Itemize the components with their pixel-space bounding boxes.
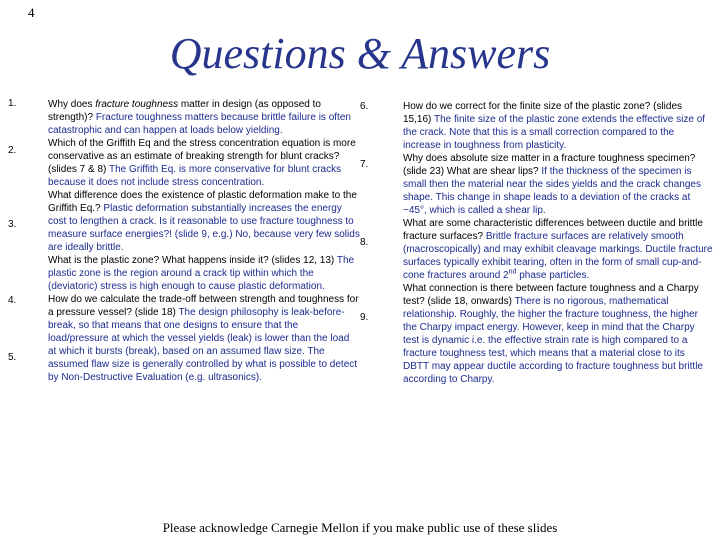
slide-number: 4	[28, 5, 35, 20]
question-text: How do we correct for the finite size of the plastic zone? (slides 15,16)	[403, 101, 683, 125]
answer-text: Fracture toughness matters because brittle failure is often catastrophic and can happen at loads below yielding.	[48, 112, 351, 136]
answer-text-part: Brittle fracture surfaces are relatively smooth (macroscopically) and may exhibit cleavage markings. Ductile fracture surfaces typically exhibit tearing, often in the form of small cup-and-cone fractures around 2	[403, 231, 713, 281]
qa-item-6	[403, 100, 713, 152]
item-number: 9.	[360, 312, 369, 323]
qa-item-1	[48, 98, 360, 137]
qa-item-3	[48, 189, 360, 254]
question-text: Which of the Griffith Eq and the stress concentration equation is more conservative as an estimate of breaking strength for blunt cracks? (slides 7 & 8)	[48, 138, 356, 175]
answer-text: The plastic zone is the region around a crack tip within which the (deviatoric) stress is high enough to cause plastic deformation.	[48, 255, 355, 292]
question-text: What difference does the existence of plastic deformation make to the Griffith Eq.?	[48, 190, 357, 214]
question-text: Why does absolute size matter in a fracture toughness specimen? (slide 23) What are shear lips?	[403, 153, 696, 177]
answer-text: The finite size of the plastic zone extends the effective size of the crack. Note that this is a small correction compared to the increase in toughness from plasticity.	[403, 114, 706, 151]
qa-item-7	[403, 152, 713, 217]
item-number: 3.	[8, 219, 17, 230]
question-text: How do we calculate the trade-off between strength and toughness for a pressure vessel? (slide 18)	[48, 294, 359, 318]
item-number: 2.	[8, 145, 17, 156]
footer-acknowledgement: Please acknowledge Carnegie Mellon if you make public use of these slides	[162, 520, 558, 535]
qa-item-4	[48, 254, 360, 293]
question-text: Why does	[48, 99, 96, 110]
answer-text-part: phase particles.	[516, 270, 590, 281]
question-text: What connection is there between facture toughness and a Charpy test? (slide 18, onwards)	[403, 283, 699, 307]
answer-text: The design philosophy is leak-before-break, so that means that one designs to ensure that the load/pressure at which the vessel yields (leak) is lower than the load at which it bursts (break), based on an assumed flaw size. The assumed flaw size is generally controlled by what is possible to detect by Non-Destructive Evaluation (e.g. ultrasonics).	[48, 307, 358, 383]
answer-text: There is no rigorous, mathematical relationship. Roughly, the higher the fracture toughness, the higher the Charpy impact energy. However, keep in mind that the Charpy test is dynamic i.e. the effective strain rate is high compared to a fracture toughness test, which means that a material close to its DBTT may appear ductile according to fracture toughness but brittle according to Charpy.	[403, 296, 703, 385]
right-column	[403, 100, 713, 386]
item-number: 6.	[360, 101, 369, 112]
qa-item-5	[48, 293, 360, 384]
qa-item-2	[48, 137, 360, 189]
qa-item-8	[403, 217, 713, 282]
item-number: 1.	[8, 98, 17, 109]
item-number: 4.	[8, 295, 17, 306]
answer-text: The Griffith Eq. is more conservative for blunt cracks because it does not include stress concentration.	[48, 164, 342, 188]
superscript: nd	[508, 268, 517, 276]
question-text: What is the plastic zone? What happens inside it? (slides 12, 13)	[48, 255, 335, 266]
slide-title: Questions & Answers	[169, 29, 551, 78]
item-number: 5.	[8, 352, 17, 363]
question-text: matter in design (as opposed to strength)?	[48, 99, 321, 123]
question-text: What are some characteristic differences between ductile and brittle fracture surfaces?	[403, 218, 703, 242]
item-number: 8.	[360, 237, 369, 248]
answer-text: If the thickness of the specimen is small then the material near the sides yields and the crack changes shape. This change in shape leads to a deviation of the cracks at ~45°, which is called a shear lip.	[403, 166, 701, 216]
left-column	[48, 98, 360, 384]
item-number: 7.	[360, 159, 369, 170]
answer-text: Plastic deformation substantially increases the energy cost to lengthen a crack. Is it reasonable to use fracture toughness to measure surface energies?! (slide 9, e.g.) No, because very few solids are ideally brittle.	[48, 203, 360, 253]
question-emphasis: fracture toughness	[95, 99, 179, 110]
qa-item-9	[403, 282, 713, 386]
